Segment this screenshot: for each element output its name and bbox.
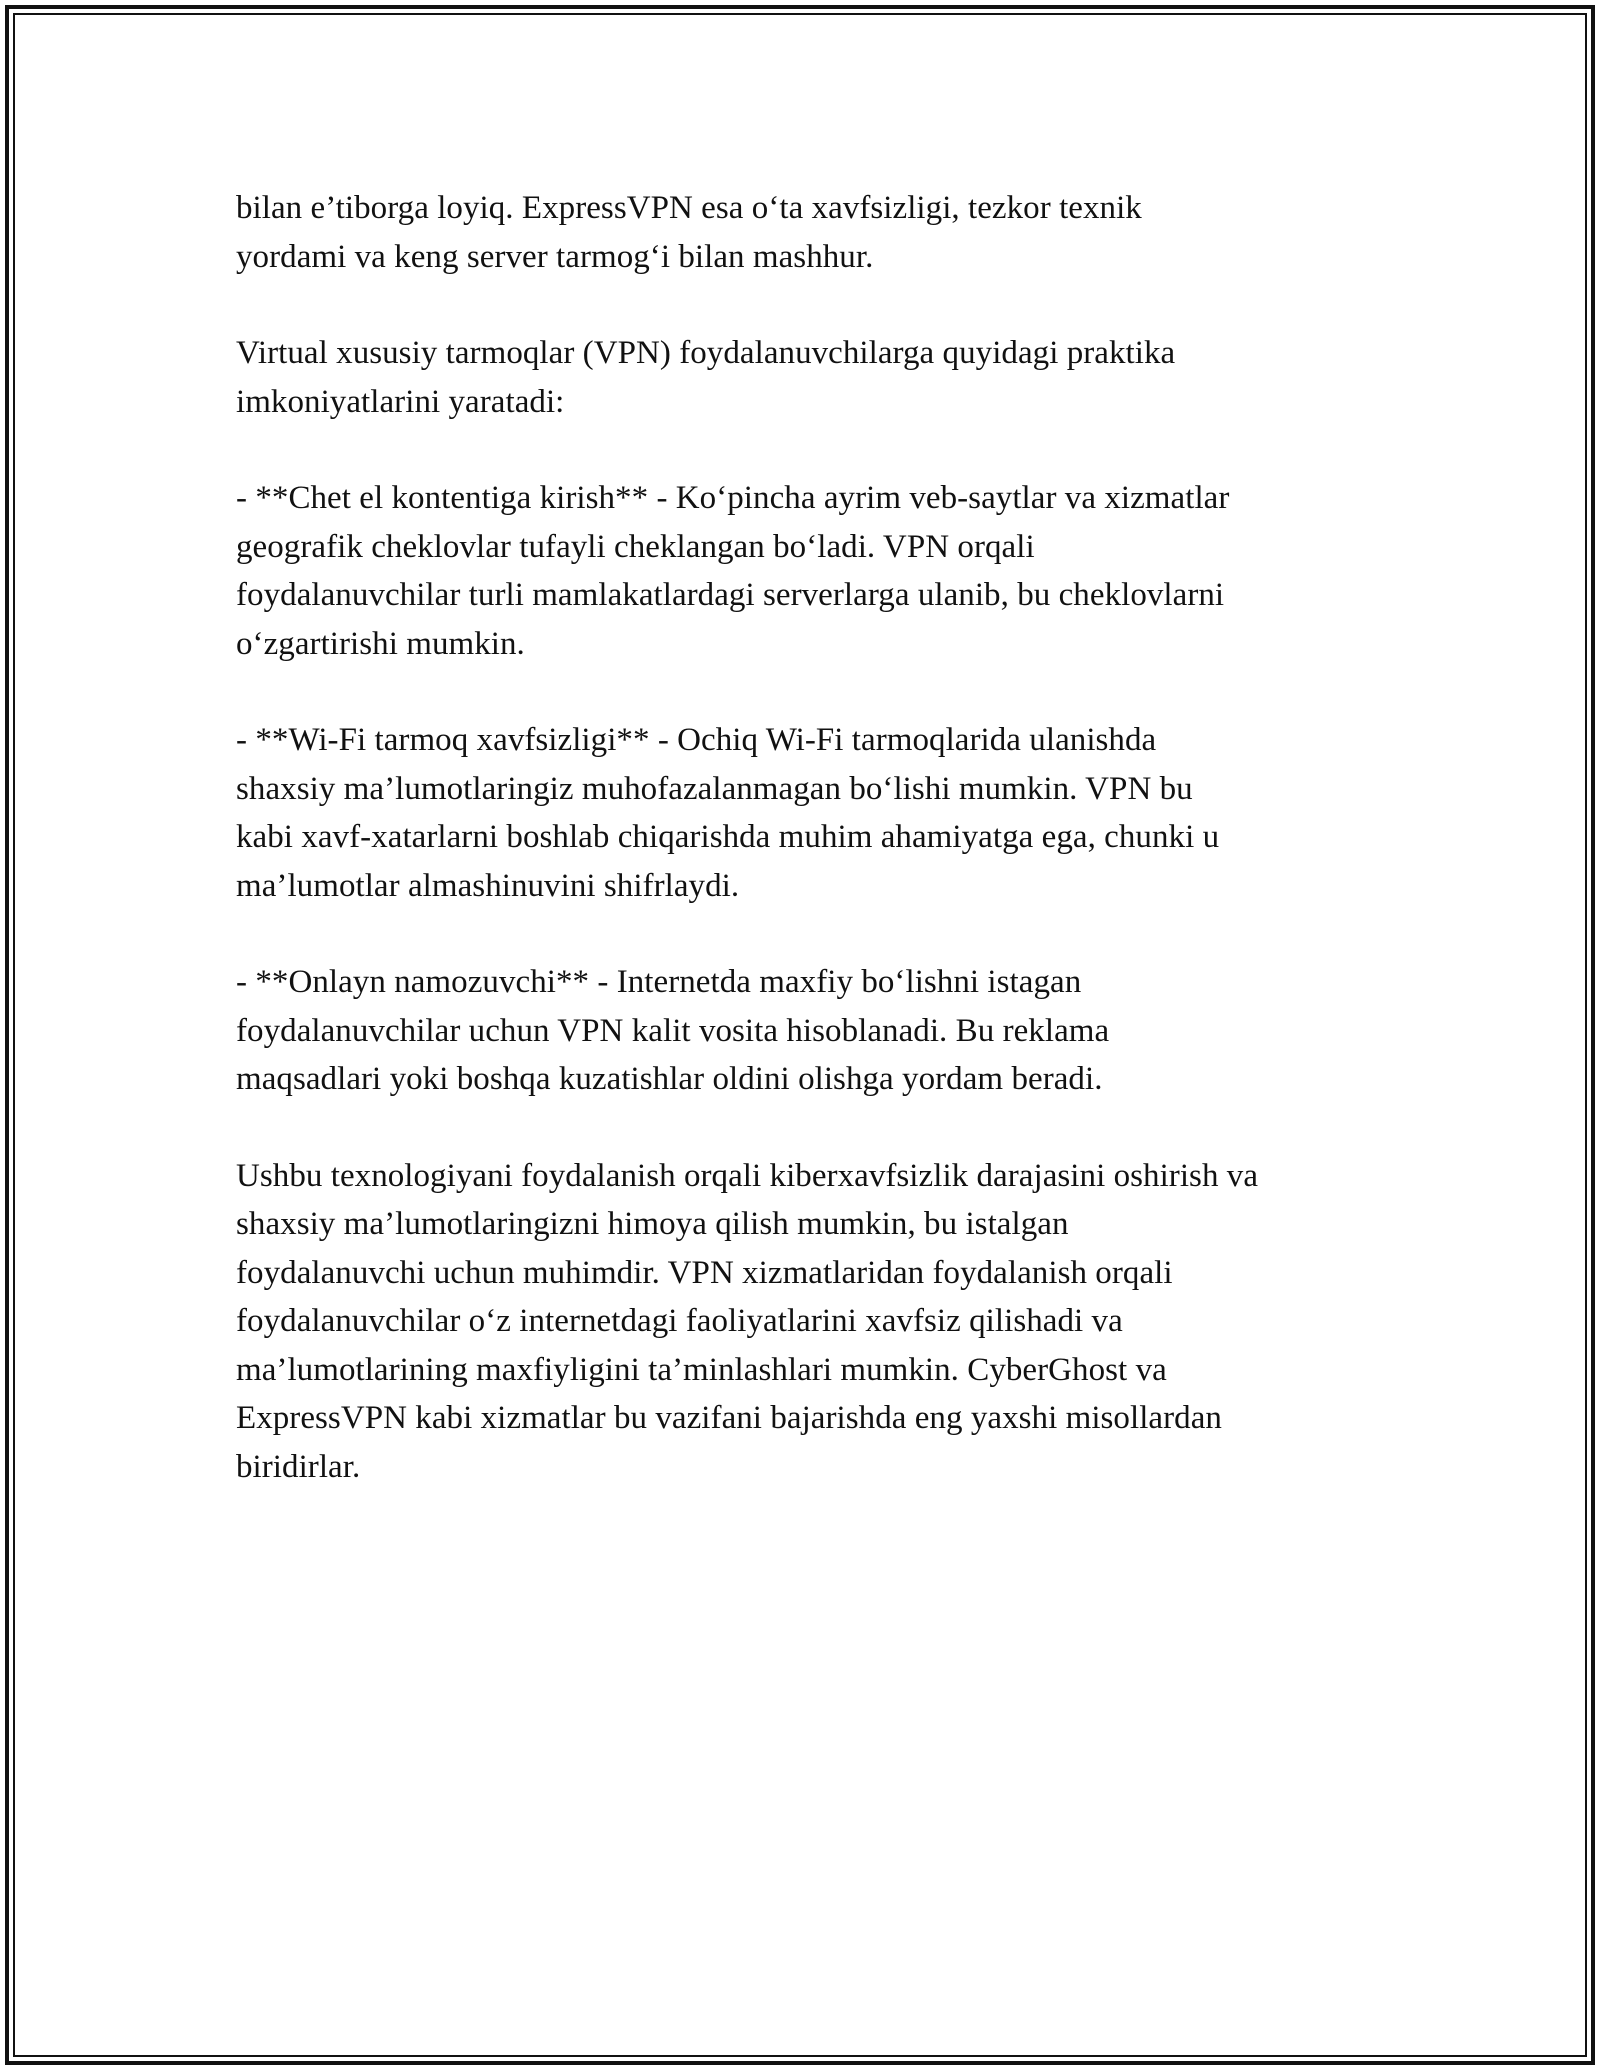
- text-line: ma’lumotlar almashinuvini shifrlaydi.: [236, 867, 740, 904]
- text-line: ma’lumotlarining maxfiyligini ta’minlashlari mumkin. CyberGhost va: [236, 1351, 1167, 1388]
- text-line: geografik cheklovlar tufayli cheklangan bo‘ladi. VPN orqali: [236, 528, 1035, 565]
- text-line: - **Wi-Fi tarmoq xavfsizligi** - Ochiq Wi-Fi tarmoqlarida ulanishda: [236, 722, 1157, 758]
- text-line: foydalanuvchilar turli mamlakatlardagi serverlarga ulanib, bu cheklovlarni: [236, 577, 1225, 613]
- text-line: kabi xavf-xatarlarni boshlab chiqarishda muhim ahamiyatga ega, chunki u: [236, 819, 1220, 855]
- paragraph-expressvpn-summary: [236, 184, 1386, 281]
- text-line: foydalanuvchilar uchun VPN kalit vosita hisoblanadi. Bu reklama: [236, 1012, 1110, 1049]
- text-line: o‘zgartirishi mumkin.: [236, 625, 525, 662]
- text-line: imkoniyatlarini yaratadi:: [236, 383, 565, 420]
- text-line: Ushbu texnologiyani foydalanish orqali kiberxavfsizlik darajasini oshirish va: [236, 1157, 1259, 1194]
- text-line: shaxsiy ma’lumotlaringiz muhofazalanmagan bo‘lishi mumkin. VPN bu: [236, 770, 1193, 807]
- paragraph-vpn-intro: [236, 329, 1386, 426]
- text-line: foydalanuvchilar o‘z internetdagi faoliyatlarini xavfsiz qilishadi va: [236, 1303, 1123, 1339]
- paragraph-conclusion: [236, 1152, 1386, 1492]
- text-line: shaxsiy ma’lumotlaringizni himoya qilish mumkin, bu istalgan: [236, 1206, 1069, 1242]
- text-line: bilan e’tiborga loyiq. ExpressVPN esa o‘ta xavfsizligi, tezkor texnik: [236, 190, 1142, 226]
- text-line: Virtual xususiy tarmoqlar (VPN) foydalanuvchilarga quyidagi praktika: [236, 335, 1176, 371]
- text-line: maqsadlari yoki boshqa kuzatishlar oldini olishga yordam beradi.: [236, 1061, 1103, 1097]
- list-item-wifi-security: [236, 716, 1386, 910]
- text-line: foydalanuvchi uchun muhimdir. VPN xizmatlaridan foydalanish orqali: [236, 1254, 1173, 1291]
- text-line: ExpressVPN kabi xizmatlar bu vazifani bajarishda eng yaxshi misollardan: [236, 1400, 1222, 1436]
- list-item-online-privacy: [236, 958, 1386, 1104]
- text-line: biridirlar.: [236, 1448, 361, 1485]
- text-line: - **Chet el kontentiga kirish** - Ko‘pincha ayrim veb-saytlar va xizmatlar: [236, 480, 1230, 516]
- text-line: - **Onlayn namozuvchi** - Internetda maxfiy bo‘lishni istagan: [236, 964, 1082, 1000]
- text-line: yordami va keng server tarmog‘i bilan mashhur.: [236, 238, 874, 275]
- document-body: [236, 184, 1386, 1491]
- list-item-foreign-content: [236, 474, 1386, 668]
